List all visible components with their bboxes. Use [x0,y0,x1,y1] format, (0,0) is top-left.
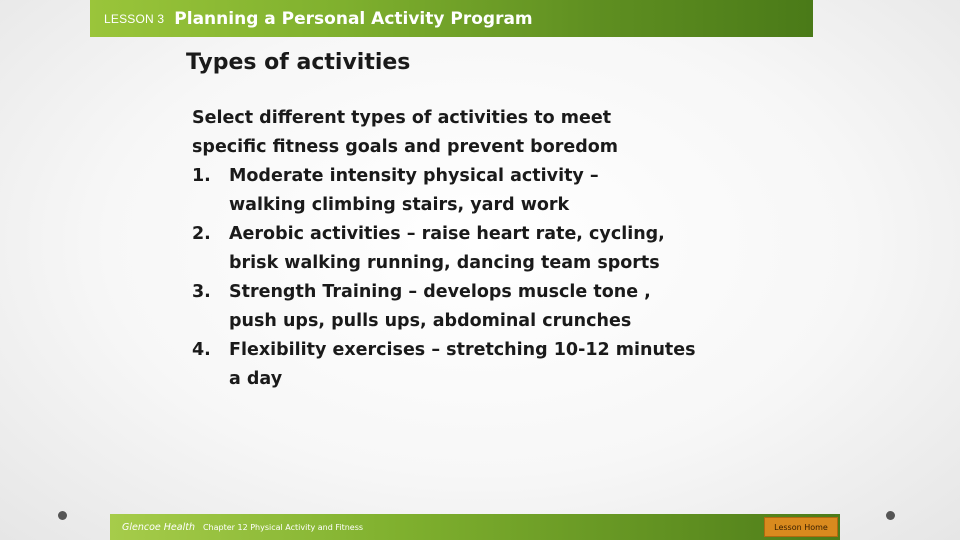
list-item-number: 3. [192,282,211,302]
decorative-dot-icon [58,511,67,520]
decorative-dot-icon [886,511,895,520]
lesson-label: LESSON 3 [104,11,165,26]
lesson-home-button[interactable]: Lesson Home [764,517,838,537]
list-item [192,162,792,220]
list-item-line-2: a day [229,369,283,389]
footer-brand: Glencoe Health [122,521,195,533]
list-item-line-1: Moderate intensity physical activity – [229,166,599,186]
header-bar [90,0,813,37]
intro-text [192,104,792,162]
list-item-line-2: brisk walking running, dancing team sports [229,253,660,273]
intro-line-2: specific fitness goals and prevent boredom [192,137,619,157]
lesson-title: Planning a Personal Activity Program [174,8,533,29]
activity-list [192,162,792,394]
list-item-line-1: Aerobic activities – raise heart rate, cycling, [229,224,665,244]
footer-bar [110,514,840,540]
list-item-number: 2. [192,224,211,244]
list-item [192,278,792,336]
list-item-number: 4. [192,340,211,360]
slide-body [192,104,792,394]
list-item-number: 1. [192,166,211,186]
list-item [192,220,792,278]
list-item-line-1: Strength Training – develops muscle tone , [229,282,651,302]
list-item [192,336,792,394]
footer-chapter: Chapter 12 Physical Activity and Fitness [202,522,364,532]
intro-line-1: Select different types of activities to meet [192,108,612,128]
list-item-line-2: push ups, pulls ups, abdominal crunches [229,311,632,331]
slide-title: Types of activities [186,50,411,75]
list-item-line-1: Flexibility exercises – stretching 10-12 minutes [229,340,696,360]
list-item-line-2: walking climbing stairs, yard work [229,195,570,215]
